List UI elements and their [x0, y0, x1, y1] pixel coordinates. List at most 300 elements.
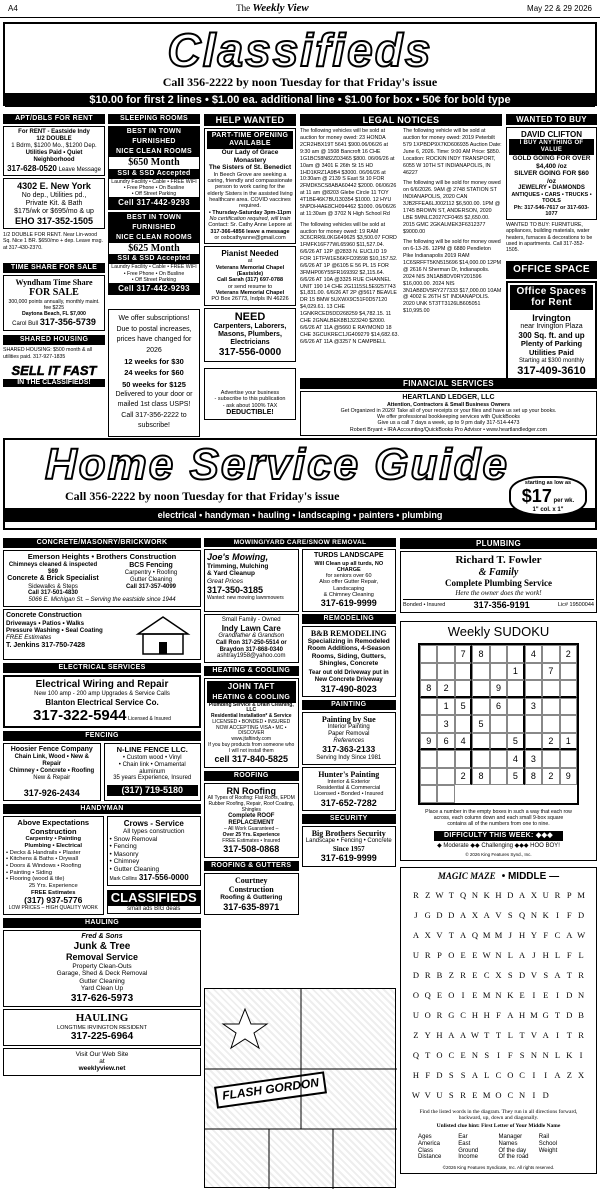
electrical-header: ELECTRICAL SERVICES	[3, 663, 201, 673]
issue-date: May 22 & 29 2026	[527, 3, 592, 13]
page-header	[0, 0, 600, 18]
maze-letter: A	[554, 1069, 561, 1080]
maze-word: Weight	[538, 1147, 558, 1154]
maze-letter: B	[436, 969, 443, 980]
clifton-ad: DAVID CLIFTON I BUY ANYTHING OF VALUE GOLD GOING FOR OVER $4,400 /oz SILVER GOING FOR $60 /oz JEWELRY • DIAMONDS ANTIQUES • CARS • TRUCKS • TOOLS Ph: 317-546-7617 or 317-603-1077	[506, 127, 597, 220]
sudoku-cell	[490, 715, 507, 733]
maze-letter: L	[578, 949, 584, 960]
roofing-header: ROOFING	[204, 771, 299, 781]
sudoku-cell: 5	[507, 768, 524, 786]
maze-word: Manager	[498, 1133, 523, 1140]
sudoku-cell	[525, 715, 542, 733]
maze-copyright: ©2026 King Features Syndicate, Inc. All rights reserved.	[442, 1165, 555, 1171]
sudoku-instructions: Place a number in the empty boxes in such a way that each row across, each column down and each small 9-box square contains all of the numbers from one to nine.	[425, 808, 572, 827]
maze-letter: W	[577, 929, 586, 940]
indy-lawn-care-ad: Small Family - Owned Indy Lawn Care Grandfather & Grandson Call Ron 317-250-5514 or Braydon 317-868-0340 ashtray1958@yahoo.com	[204, 614, 299, 664]
hsg-column-3	[400, 538, 597, 1174]
apt-ad-1: For RENT - Eastside Indy 1/2 DOUBLE 1 Bdrm, $1200 Mo., $1200 Dep. Utilities Paid • Quiet Neighborhood 317-628-0520 Leave Message	[3, 126, 105, 176]
sudoku-cell	[560, 698, 577, 716]
maze-letter: V	[530, 1029, 537, 1040]
financial-header: FINANCIAL SERVICES	[300, 378, 597, 389]
sudoku-cell: 5	[507, 733, 524, 751]
maze-letter: Z	[425, 889, 431, 900]
maze-letter: X	[530, 889, 537, 900]
hunters-painting-ad: Hunter's Painting Interior & Exterior Residential & Commercial Licensed • Bonded • Insured 317-652-7282	[302, 767, 397, 811]
maze-title: MAGIC MAZE	[437, 871, 496, 882]
maze-letter: E	[460, 1049, 466, 1060]
sudoku-cell: 9	[420, 733, 437, 751]
maze-letter: O	[448, 949, 455, 960]
maze-letter: O	[436, 1049, 443, 1060]
maze-letter: U	[436, 1089, 443, 1100]
sudoku-cell: 9	[490, 680, 507, 698]
maze-letter: D	[566, 1009, 573, 1020]
maze-letter: A	[471, 1069, 478, 1080]
legal-notice-4: The following will be sold for money owed on 6/6/2026. 9AM @ 2748 STATION ST INDIANAPOLIS, 2020 CAN 3JB2FFEA6LJ002112 $6,500.00. 1PM @ 1745 BROWN ST, ANDERSON, 2020 LBE 5MNLC2027CF0465 $2,650.00. 2015 GMC 2GKALMEK3F6312377 $9000.00	[403, 180, 501, 235]
maze-letter: C	[554, 929, 561, 940]
sudoku-cell: 1	[507, 663, 524, 681]
maze-letter: L	[554, 949, 561, 960]
security-header: SECURITY	[302, 814, 397, 824]
sudoku-cell	[420, 785, 437, 803]
maze-letter: H	[471, 1009, 478, 1020]
comic-strip	[204, 988, 396, 1188]
maze-letter: I	[579, 1049, 583, 1060]
maze-hint: Unlisted clue hint: First Letter of Your Middle Name	[436, 1123, 561, 1130]
sudoku-cell: 5	[455, 698, 472, 716]
sleeping-column	[108, 114, 200, 437]
maze-letter: D	[578, 909, 585, 920]
maze-letter: T	[519, 1029, 525, 1040]
maze-letter: M	[482, 1089, 491, 1100]
sudoku-puzzle	[400, 621, 597, 861]
sudoku-cell	[420, 750, 437, 768]
maze-word: Income	[458, 1154, 478, 1161]
maze-letter: X	[471, 909, 478, 920]
maze-letter: Z	[413, 1029, 419, 1040]
sudoku-cell	[542, 715, 559, 733]
maze-instructions: Find the listed words in the diagram. They run in all directions forward, backward, up, down and diagonally.	[419, 1108, 578, 1122]
maze-letter: C	[495, 1069, 502, 1080]
maze-letter: A	[554, 969, 561, 980]
maze-letter: I	[556, 909, 559, 920]
sudoku-cell	[507, 715, 524, 733]
maze-letter: A	[519, 949, 526, 960]
maze-letter: K	[483, 889, 490, 900]
maze-letter: G	[424, 909, 431, 920]
maze-letter: R	[554, 889, 561, 900]
sudoku-cell: 7	[455, 645, 472, 663]
maze-letter: J	[414, 909, 418, 920]
help-header: HELP WANTED	[204, 114, 296, 126]
sudoku-copyright: © 2026 King Features Synd., Inc.	[465, 852, 532, 858]
hsg-banner	[3, 438, 597, 530]
maze-letter: E	[543, 989, 549, 1000]
jenkins-ad: Concrete Construction Driveways • Patios • Walks Pressure Washing • Seal Coating FREE Estimates T. Jenkins 317-750-7428	[3, 609, 201, 660]
maze-letter: N	[471, 889, 478, 900]
office-ad: Office Spaces for Rent Irvington near Irvington Plaza 300 Sq. ft. and up Plenty of Parking Utilities Paid Starting at $300 monthly 317-409-3610	[506, 281, 597, 381]
maze-letter: C	[483, 969, 490, 980]
maze-letter: F	[496, 1009, 501, 1020]
big-brothers-ad: Big Brothers Security Landscape • Fencing • Concrete Since 1957 317-619-9999	[302, 826, 397, 866]
sudoku-cell: 4	[525, 645, 542, 663]
courtney-ad: Courtney Construction Roofing & Guttering 317-635-8971	[204, 873, 299, 915]
maze-word: Ear	[458, 1133, 468, 1140]
maze-letter: P	[566, 889, 572, 900]
classifieds-call: Call 356-2222 by noon Tuesday for that Friday's issue	[162, 75, 438, 89]
sudoku-cell: 6	[490, 698, 507, 716]
maze-letter: O	[448, 989, 455, 1000]
maze-letter: T	[484, 1029, 490, 1040]
maze-letter: H	[483, 1009, 490, 1020]
sudoku-cell	[490, 750, 507, 768]
maze-word: America	[418, 1140, 441, 1147]
sudoku-difficulty: DIFFICULTY THIS WEEK: ◆◆◆	[434, 831, 563, 841]
maze-letter: R	[424, 949, 431, 960]
sudoku-cell: 1	[560, 733, 577, 751]
sudoku-cell	[472, 733, 489, 751]
maze-letter: S	[507, 969, 513, 980]
maze-letter: U	[542, 889, 549, 900]
sudoku-cell	[490, 663, 507, 681]
sudoku-cell	[420, 715, 437, 733]
sudoku-title: Weekly SUDOKU	[447, 624, 550, 640]
sudoku-cell: 1	[437, 698, 454, 716]
sleeping-header: SLEEPING ROOMS	[108, 114, 200, 124]
wanted-column	[506, 114, 597, 381]
maze-letter: N	[495, 989, 502, 1000]
sudoku-cell: 6	[437, 733, 454, 751]
maze-word: Class	[418, 1147, 434, 1154]
maze-letter: M	[530, 1009, 538, 1020]
maze-letter: A	[460, 909, 467, 920]
maze-letter: T	[448, 889, 454, 900]
sudoku-cell: 5	[472, 715, 489, 733]
maze-letter: T	[425, 1049, 431, 1060]
wanted-furniture-ad: WANTED TO BUY: FURNITURE, appliances, building materials, water heaters, furnaces & decorations to be used in apartments. Call 317-352-1505.	[506, 222, 593, 254]
maze-letter: D	[448, 909, 455, 920]
maze-letter: D	[507, 889, 514, 900]
maze-letter: Y	[530, 929, 537, 940]
maze-word: Distance	[418, 1154, 442, 1161]
maze-word: Of the day	[498, 1147, 527, 1154]
sudoku-cell: 3	[525, 698, 542, 716]
maze-letter: T	[566, 1029, 572, 1040]
maze-letter: O	[424, 1009, 431, 1020]
maze-letter: M	[482, 989, 491, 1000]
sudoku-cell	[507, 645, 524, 663]
turds-landscape-ad: TURDS LANDSCAPE Will Clean up all turds, NO CHARGE for seniors over 60 Also offer Gutter Repair, Landscaping & Chimney Cleaning 317-619-9999	[302, 549, 397, 611]
maze-letter: E	[472, 989, 478, 1000]
maze-letter: T	[495, 1029, 502, 1040]
maze-letter: D	[412, 969, 419, 980]
maze-letter: A	[542, 1029, 549, 1040]
sudoku-cell	[490, 645, 507, 663]
subscription-ad: We offer subscriptions! Due to postal increases, prices have changed for 2026 12 weeks for $30 24 weeks for $60 50 weeks for $125 Delivered to your door or mailed 1st class USPS! Call 317-356-2222 to subscribe!	[108, 309, 200, 437]
maze-letter: V	[436, 929, 443, 940]
sudoku-cell: 7	[542, 663, 559, 681]
mowing-header: MOWING/YARD CARE/SNOW REMOVAL	[204, 538, 396, 547]
maze-letter: U	[412, 1009, 419, 1020]
maze-letter: J	[508, 929, 512, 940]
sudoku-legend: ◆ Moderate ◆◆ Challenging ◆◆◆ HOO BOY!	[437, 843, 560, 850]
maze-letter: Q	[471, 929, 478, 940]
sudoku-cell: 8	[472, 645, 489, 663]
maze-letter: R	[460, 969, 466, 980]
maze-word	[539, 1154, 579, 1161]
maze-letter: M	[494, 929, 503, 940]
maze-letter: B	[578, 1009, 584, 1020]
timeshare-header: TIME SHARE FOR SALE	[3, 263, 105, 273]
maze-letter: N	[495, 949, 502, 960]
sudoku-cell: 8	[420, 680, 437, 698]
maze-letter: C	[507, 1089, 514, 1100]
classifieds-rates: $10.00 for first 2 lines • $1.00 ea. additional line • $1.00 for box • 50¢ for bold type	[5, 93, 595, 108]
maze-letter: E	[519, 989, 525, 1000]
maze-letter: E	[472, 969, 478, 980]
heartland-ad: HEARTLAND LEDGER, LLC Attention, Contractors & Small Business Owners Get Organized in 2026! Take all of your receipts or your files and have us set up your books. We offer professional bookkeeping services with QuickBooks Give us a call 7 days a week, up to 9 pm daily 317-514-4473 Robert Bryant • IRA Accounting/QuickBooks Pro Advisor • www.heartlandledger.com	[300, 391, 597, 435]
sudoku-grid	[418, 643, 579, 805]
maze-letter: Z	[566, 1069, 572, 1080]
maze-letter: Q	[519, 909, 526, 920]
classifieds-title: Classifieds	[167, 24, 433, 76]
maze-letter: H	[519, 1009, 526, 1020]
maze-letter: E	[460, 949, 466, 960]
heating-header: HEATING & COOLING	[204, 666, 299, 676]
longtime-hauling-ad: HAULING LONGTIME IRVINGTON RESIDENT 317-225-6964	[3, 1009, 201, 1045]
need-ad: NEED Carpenters, Laborers, Masons, Plumbers, Electricians 317-556-0000	[204, 308, 296, 362]
sudoku-cell: 2	[542, 733, 559, 751]
maze-letter: D	[519, 969, 526, 980]
sudoku-cell	[560, 750, 577, 768]
sudoku-cell	[525, 733, 542, 751]
maze-letter: Y	[424, 1029, 431, 1040]
maze-letter: T	[554, 1009, 561, 1020]
sudoku-cell: 3	[437, 715, 454, 733]
maze-letter: W	[470, 1029, 479, 1040]
maze-letter: K	[566, 1049, 573, 1060]
apt-ad-3: 1/2 DOUBLE FOR RENT. Near Lin-wood Sq. Nice 1 BR. $650/mo + dep. Leave msg. at 317-430-2370.	[3, 232, 103, 251]
maze-letter: E	[472, 949, 478, 960]
fowler-plumbing-ad: Richard T. Fowler & Family Complete Plumbing Service Here the owner does the work! Bonded • Insured 317-356-9191 Lic# 19500044	[400, 551, 597, 613]
website-ad: Visit Our Web Site at weeklyview.net	[3, 1048, 201, 1076]
sudoku-cell	[455, 680, 472, 698]
maze-letter: J	[532, 949, 536, 960]
legal-header: LEGAL NOTICES	[300, 114, 502, 126]
maze-letter: I	[532, 989, 536, 1000]
maze-letter: F	[507, 1049, 513, 1060]
maze-letter: W	[411, 1089, 420, 1100]
maze-letter: V	[530, 969, 537, 980]
joes-mowing-ad: Joe's Mowing, Trimming, Mulching & Yard Cleanup Great Prices 317-350-3185 Wanted: new mowing lawnmowers	[204, 549, 299, 611]
sell-it-fast: SELL IT FAST	[11, 362, 97, 378]
shared-housing-header: SHARED HOUSING	[3, 335, 105, 345]
maze-letter: H	[542, 949, 549, 960]
hsg-price-badge: starting as low as $17 per wk. 1" col. x 1"	[509, 476, 587, 516]
maze-letter: A	[483, 909, 490, 920]
legal-notice-5: The following will be sold for money owed on 6-13-26. 12PM @ 6880 Pendleton Pike Indianapolis 2019 RAM 1C6SRFFT5KN515696 $14,000.00 12PM @ 2616 N Sherman Dr, Indianapolis. 2024 NIS 3N1AB8DV0RY201596 $16,000.00. 2024 NIS 3N1AB8DV5RY277333 $17,000.00 10AM @ 4002 E 26TH ST INDIANAPOLIS. 2020 UNK 5T3TT3126LB605051 $10,995.00	[403, 239, 502, 315]
tax-deductible-ad: Advertise your business - subscribe to this publication - ask about 100% TAX DEDUCTIBLE!	[204, 368, 296, 420]
classifieds-banner	[3, 22, 597, 106]
maze-letter: T	[448, 929, 454, 940]
apt-ad-2: 4302 E. New York No dep., Utilities pd., Private Kit. & Bath $175/wk or $695/mo & up EHO 317-352-1505	[3, 178, 105, 229]
maze-letter: A	[519, 889, 526, 900]
maze-letter: O	[507, 1069, 514, 1080]
maze-word-list	[418, 1134, 579, 1162]
maze-letter: X	[578, 1069, 585, 1080]
maze-letter: A	[460, 1029, 467, 1040]
maze-letter: O	[412, 989, 419, 1000]
maze-letter: L	[507, 1029, 513, 1040]
maze-letter: O	[495, 1089, 502, 1100]
emerson-ad: Emerson Heights • Brothers Construction Chimneys cleaned & inspected $69 Concrete & Brick Specialist Sidewalks & Steps Call 317-501-4830 BCS Fencing Carpentry • Roofing Gutter Cleaning Call 317-357-4099 5066 E. Michigan St. – Serving the eastside since 1944	[3, 550, 201, 607]
sudoku-cell	[560, 715, 577, 733]
monastery-ad: PART-TIME OPENING AVAILABLE Our Lady of Grace Monastery The Sisters of St. Benedict In Beech Grove are seeking a caring, friendly and compassionate person to work caring for the elderly Sisters in the assisted living healthcare area. COVID vaccines required. • Thursday-Saturday 3pm-11pm No certification required, will train Contact: Sr. Cathy Anne Lepore at 317-366-4856 leave a message or osbcathyanne@gmail.com	[204, 128, 296, 244]
maze-letter: G	[448, 1009, 455, 1020]
maze-letter: Q	[460, 889, 467, 900]
legal-notice-3: The following vehicle will be sold at auction for money owed: 2019 Peterbilt 579 1XPBDP9X7KD606935 Auction Date: June 6, 2026. Time: 9:00 AM Price: $850. Location: ROCKIN INDY TRANSPORT, 6055 W 10TH ST INDIANAPOLIS, IN 46227	[403, 128, 502, 176]
wanted-header: WANTED TO BUY	[506, 114, 597, 125]
sudoku-cell	[507, 680, 524, 698]
maze-letter: Q	[412, 1049, 419, 1060]
hsg-title: Home Service Guide	[45, 440, 509, 489]
sleeping-ad-2: BEST IN TOWN FURNISHED NICE CLEAN ROOMS $625 Month SSI & SSD Accepted Laundry Facility • Cable • FREE WIFI • Free Phone • On Busline • Off Street Parking Cell 317-442-9293	[108, 212, 200, 296]
maze-letter: N	[578, 989, 585, 1000]
maze-letter: P	[437, 949, 442, 960]
sudoku-cell: 2	[560, 645, 577, 663]
maze-word: Ages	[418, 1133, 432, 1140]
maze-letter: I	[556, 989, 559, 1000]
apts-header: APT/DBLS FOR RENT	[3, 114, 105, 124]
maze-letter: N	[542, 1049, 549, 1060]
sudoku-cell	[420, 698, 437, 716]
sudoku-cell	[542, 698, 559, 716]
maze-letter: Q	[424, 989, 431, 1000]
maze-letter: D	[436, 1069, 443, 1080]
maze-letter: L	[484, 1069, 490, 1080]
maze-letter: A	[448, 1029, 455, 1040]
sudoku-cell: 8	[525, 768, 542, 786]
sleeping-ad-1: BEST IN TOWN FURNISHED NICE CLEAN ROOMS $650 Month SSI & SSD Accepted Laundry Facility • Cable • FREE WIFI • Free Phone • On Busline • Off Street Parking Cell 317-442-9293	[108, 126, 200, 210]
sudoku-cell	[507, 698, 524, 716]
maze-letter: H	[412, 1069, 419, 1080]
sudoku-cell: 2	[455, 768, 472, 786]
remodeling-header: REMODELING	[302, 614, 397, 624]
maze-letter: I	[532, 1069, 536, 1080]
maze-letter: F	[566, 909, 572, 920]
maze-word: Rail	[538, 1133, 550, 1140]
gutters-header: ROOFING & GUTTERS	[204, 861, 299, 871]
sudoku-cell	[437, 768, 454, 786]
maze-letter: Z	[448, 969, 454, 980]
bb-remodeling-ad: B&B REMODELING Specializing in Remodeled Room Additions, 4-Season Rooms, Siding, Gutters, Shingles, Concrete Tear out old Driveway put in New Concrete Driveway 317-490-8023	[302, 626, 397, 697]
hsg-column-2	[204, 538, 396, 1103]
financial-section	[300, 378, 597, 436]
maze-letter: H	[436, 1029, 443, 1040]
sudoku-cell: 9	[560, 768, 577, 786]
sudoku-cell	[525, 663, 542, 681]
maze-letter: S	[484, 1049, 490, 1060]
sudoku-cell	[542, 750, 559, 768]
plumbing-header: PLUMBING	[400, 538, 597, 549]
sudoku-cell: 4	[507, 750, 524, 768]
sudoku-cell	[472, 663, 489, 681]
maze-letter: I	[556, 1029, 559, 1040]
comic-panels-icon	[205, 989, 397, 1189]
maze-letter: A	[412, 929, 419, 940]
maze-letter: D	[436, 909, 443, 920]
maze-letter: W	[482, 949, 491, 960]
sudoku-cell	[525, 680, 542, 698]
painting-header: PAINTING	[302, 700, 397, 710]
help-column	[204, 114, 296, 420]
sudoku-cell	[437, 785, 454, 803]
office-header: OFFICE SPACE	[506, 261, 597, 279]
maze-letter: D	[566, 989, 573, 1000]
shared-housing-ad: SHARED HOUSING: $500 month & all utilities paid. 317-927-1835	[3, 347, 93, 360]
concrete-header: CONCRETE/MASONRY/BRICKWORK	[3, 538, 201, 548]
maze-letter: K	[507, 989, 514, 1000]
hoosier-fence-ad: Hoosier Fence Company Chain Link, Wood • New & Repair Chimney • Concrete • Roofing New & Repair 317-926-2434	[3, 743, 101, 801]
maze-letter: A	[507, 1009, 514, 1020]
maze-letter: S	[448, 1089, 454, 1100]
sudoku-cell	[542, 680, 559, 698]
maze-letter: D	[542, 1089, 549, 1100]
maze-letter: V	[495, 909, 502, 920]
pianist-ad: Pianist Needed at Veterans Memorial Chapel (Eastside) Call Sarah (317) 697-0788 or send resume to Veterans Memorial Chapel PO Box 26773, Indpls IN 46226	[204, 246, 296, 305]
sudoku-cell	[437, 645, 454, 663]
handyman-header: HANDYMAN	[3, 804, 201, 814]
crows-service-ad: Crows - Service All types construction • Snow Removal • Fencing • Masonry • Chimney • Gutter Cleaning Mark Collins 317-556-0000	[107, 816, 202, 886]
timeshare-ad: Wyndham Time Share FOR SALE 300,000 points annually, monthly maint. fee $225 Daytona Beach, FL $7,000 Carol Bull 317-356-5739	[3, 275, 105, 331]
maze-letter: N	[530, 1049, 537, 1060]
legal-notice-1: The following vehicles will be sold at auction for money owed: 23 HONDA 2CR2HBX19T 5641 $900.06/06/26 at 9:30 am @ 1508 Bancroft 16 CHE 1G1BC58N82ZD3465 $800. 06/06/26 at 10am @ 3401 E 26th St 15 HD 1HD1KRZ1A9B4 $3000. 06/06/26 at 10:30am @ 2139 S East St 10 FOR 2FMDK5CS8ABA60442 $2000. 06/06/26 at 11 am @8203 Glebe Circle 11 TOY 4T1BE46K7BU130354 $1000. 12 HYU 5NPDH4AE8CH094462 $1000. 06/06/26 at 11:30am @ 3702 N High School Rd	[300, 128, 397, 217]
legal-notice-2: The following vehicles will be sold at auction for money owed: 19 RAM 3C6CRR6L0KG649625 $3,500.07 FORD 1FMFK16F77WL65960 $11,527.04. 6/6/26 AT 12P @2833 N. EUCLID 19 FOR 1FTFW1E56KFC09598 $10,157.52. 6/6/26 AT 1P @6105 E 56 PL 15 FOR 3FMHP06Y55FR169392 $2,115.64. 6/6/26 AT 10A @3325 RUE CHANNEL UNIT 190 14 CHE 2G1115SL5E9257743 $1,831.00. 6/6/26 AT 2P @5617 BEAVLE DR 15 BMW 5UXWX9C51F0D57120 $4,029.61. 13 CHE 1GNKRCED5DD268259 $4,782.15. 11 CHE 2GNALBEK8B1323240 $2000. 6/6/26 AT 11A @5660 E RAYMOND 18 CHE 3GCUKREC1JG409279 $14,682.63. 6/6/26 AT 11A @3257 N CAMPBELL	[300, 221, 399, 345]
maze-letter: W	[435, 889, 444, 900]
maze-letter: I	[461, 989, 465, 1000]
maze-word: East	[458, 1140, 471, 1147]
sudoku-cell: 2	[437, 680, 454, 698]
legal-column	[300, 114, 502, 345]
maze-letter: R	[578, 969, 584, 980]
maze-grid	[410, 886, 587, 1106]
sudoku-cell: 3	[525, 750, 542, 768]
sudoku-cell	[490, 733, 507, 751]
maze-letter: R	[436, 1009, 443, 1020]
classifieds-logo: CLASSIFIEDS small ads BIG deals	[107, 890, 202, 914]
sudoku-cell	[420, 663, 437, 681]
maze-letter: S	[507, 909, 513, 920]
maze-letter: F	[543, 929, 549, 940]
maze-letter: N	[519, 1089, 526, 1100]
maze-letter: I	[497, 1049, 500, 1060]
maze-letter: R	[460, 1089, 466, 1100]
sudoku-cell	[490, 768, 507, 786]
painting-by-sue-ad: Painting by Sue Interior Painting Paper Removal References 317-363-2133 Serving Indy Since 1981	[302, 712, 397, 765]
sudoku-cell: 8	[472, 768, 489, 786]
hsg-column-1	[3, 538, 201, 1076]
john-taft-ad: JOHN TAFT HEATING & COOLING Plumbing Service & Drain Cleaning, LLC Residential Installation* & Service LICENSED • BONDED • INSURED NOW ACCEPTING VISA • MC • DISCOVER www.jtaftindy.com If you buy products from someone who I will not install them cell 317-840-5825	[204, 678, 299, 767]
maze-letter: S	[543, 969, 549, 980]
maze-letter: I	[532, 1089, 536, 1100]
maze-letter: G	[542, 1009, 549, 1020]
maze-letter: F	[566, 949, 572, 960]
maze-letter: H	[495, 889, 502, 900]
maze-letter: S	[460, 1069, 466, 1080]
sudoku-cell	[542, 645, 559, 663]
maze-letter: T	[566, 969, 572, 980]
maze-letter: N	[471, 1049, 478, 1060]
